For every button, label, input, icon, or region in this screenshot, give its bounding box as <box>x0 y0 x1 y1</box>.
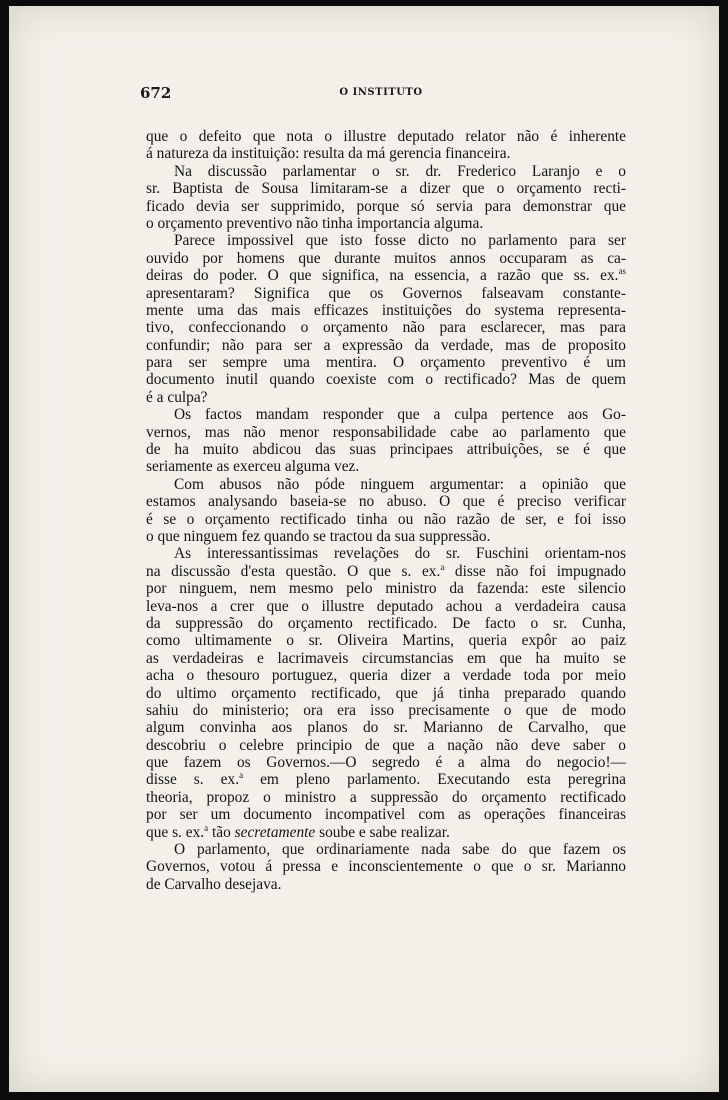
italic-word: secretamente <box>234 823 316 841</box>
text-line: sr. Baptista de Sousa limitaram-se a dizer que o orçamento recti- <box>146 180 626 198</box>
text-line: sahiu do ministerio; ora era isso precisamente o que de modo <box>146 701 626 719</box>
ordinal-superscript: a <box>239 770 244 781</box>
text-line: Com abusos não póde ninguem argumentar: a opinião que <box>174 475 626 493</box>
page-number: 672 <box>140 84 172 102</box>
text-line: do ultimo orçamento rectificado, que já tinha preparado quando <box>146 684 626 702</box>
text-line: Os factos mandam responder que a culpa pertence aos Go- <box>174 406 626 424</box>
text-line: as verdadeiras e lacrimaveis circumstancias em que ha muito se <box>146 649 626 667</box>
ordinal-superscript: a <box>204 822 209 833</box>
text-line-end: soube e sabe realizar. <box>315 823 450 841</box>
text-line: As interessantissimas revelações do sr. Fuschini orientam-nos <box>174 545 626 563</box>
text-line: seriamente as exerceu alguma vez. <box>146 458 360 476</box>
text-line: ouvido por homens que durante muitos annos occuparam as ca- <box>146 249 626 267</box>
text-line: para ser sempre uma mentira. O orçamento preventivo é um <box>146 354 626 372</box>
running-title: O INSTITUTO <box>339 87 423 98</box>
text-line: leva-nos a crer que o illustre deputado achou a verdadeira causa <box>146 597 626 615</box>
text-line: O parlamento, que ordinariamente nada sabe do que fazem os <box>174 841 626 859</box>
text-line: vernos, mas não menor responsabilidade cabe ao parlamento que <box>146 423 626 441</box>
text-line: á natureza da instituição: resulta da má gerencia financeira. <box>146 145 511 163</box>
text-line-tail: disse não foi impugnado <box>444 562 626 580</box>
text-line-tail: em pleno parlamento. Executando esta peregrina <box>243 771 626 789</box>
text-line-head: disse s. ex. <box>146 771 240 789</box>
text-line: acha o thesouro portuguez, queria dizer a verdade toda por meio <box>146 667 626 685</box>
text-line: da suppressão do orçamento rectificado. De facto o sr. Cunha, <box>146 614 626 632</box>
text-line: mente uma das mais efficazes instituições do systema representa- <box>146 301 626 319</box>
text-line <box>146 267 626 284</box>
text-line-head: deiras do poder. O que significa, na essencia, a razão que ss. ex. <box>146 267 619 285</box>
text-line-head: que s. ex. <box>146 823 205 841</box>
text-line <box>146 563 626 580</box>
text-line: confundir; não para ser a expressão da verdade, mas de proposito <box>146 336 626 354</box>
text-line <box>146 771 626 788</box>
text-line: é a culpa? <box>146 388 208 406</box>
text-line: algum convinha aos planos do sr. Marianno de Carvalho, que <box>146 719 626 737</box>
text-line: Parece impossivel que isto fosse dicto no parlamento para ser <box>174 232 626 250</box>
text-line: descobriu o celebre principio de que a nação não deve saber o <box>146 736 626 754</box>
text-line: tivo, confeccionando o orçamento não para esclarecer, mas para <box>146 319 626 337</box>
text-line: documento inutil quando coexiste com o rectificado? Mas de quem <box>146 371 626 389</box>
text-line: de Carvalho desejava. <box>146 875 282 893</box>
text-line-head: na discussão d'esta questão. O que s. ex. <box>146 562 441 580</box>
page-header <box>134 84 628 106</box>
text-line: por ser um documento incompativel com as operações financeiras <box>146 806 626 824</box>
text-line: apresentaram? Significa que os Governos falseavam constante- <box>146 284 626 302</box>
ordinal-superscript: a <box>440 561 445 572</box>
body-text <box>146 128 626 893</box>
text-line: que o defeito que nota o illustre deputado relator não é inherente <box>146 128 626 145</box>
text-line-tail: tão <box>208 823 235 841</box>
text-line: que fazem os Governos.—O segredo é a alma do negocio!— <box>146 754 626 772</box>
text-line: ficado devia ser supprimido, porque só servia para demonstrar que <box>146 197 626 215</box>
text-line: de ha muito abdicou das suas principaes attribuições, se é que <box>146 441 626 459</box>
text-line: theoria, propoz o ministro a suppressão do orçamento rectificado <box>146 788 626 806</box>
text-line: o orçamento preventivo não tinha importancia alguma. <box>146 214 484 232</box>
text-line: estamos analysando baseia-se no abuso. O que é preciso verificar <box>146 493 626 511</box>
text-line: como ultimamente o sr. Oliveira Martins, queria expôr ao paiz <box>146 632 626 650</box>
ordinal-superscript: as <box>618 266 626 276</box>
text-line <box>146 824 626 841</box>
text-line: por ninguem, nem mesmo pelo ministro da fazenda: este silencio <box>146 580 626 598</box>
text-line: é se o orçamento rectificado tinha ou não razão de ser, e foi isso <box>146 510 626 528</box>
text-line: Na discussão parlamentar o sr. dr. Frederico Laranjo e o <box>174 162 626 180</box>
text-line: o que ninguem fez quando se tractou da sua suppressão. <box>146 527 491 545</box>
text-line: Governos, votou á pressa e inconscientemente o que o sr. Marianno <box>146 858 626 876</box>
